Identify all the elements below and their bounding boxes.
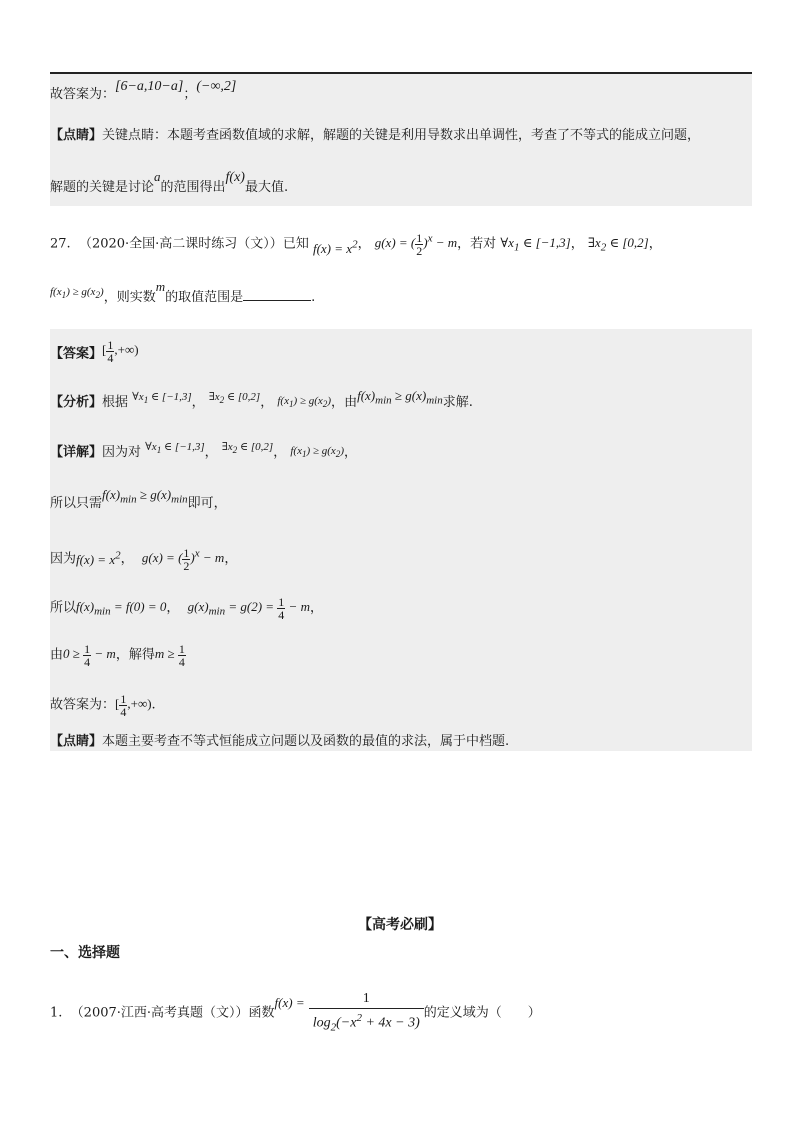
q27-line1: 27. （2020·全国·高二课时练习（文））已知 $f(x) = x^2$， g(x) = ( $\frac{1}{2}$ )$^x$ − m，若对 $\forall x_1$ ∈ [−1,3]， $\exists x_2$ ∈ [0,2]， — [50, 230, 662, 258]
prev-answer-line: 故答案为：[6−a,10−a]；(−∞,2] — [50, 79, 237, 102]
prev-answer-interval-2: (−∞,2] — [196, 79, 237, 94]
so-line: 所以$f(x)_{min} = f(0) = 0$， $g(x)_{min} = g(2)$ = $\frac{1}{4}$ − m， — [50, 595, 323, 622]
from-line: 由0 ≥ $\frac{1}{4}$ − m，解得m ≥ $\frac{1}{4}$ — [50, 642, 185, 669]
analysis-line: 【分析】根据 $^{\forall x_1 \in [-1,3]}$， $^{\exists x_2 \in [0,2]}$， $f(x_1) \ge g(x_2)$，由$f(x)_{min} \ge g(x)_{min}$求解. — [50, 388, 473, 410]
answer-blank — [243, 286, 311, 301]
prev-tip-line2: 解题的关键是讨论a的范围得出f(x)最大值. — [50, 169, 289, 195]
detail-line: 【详解】因为对 $^{\forall x_1 \in [-1,3]}$， $^{\exists x_2 \in [0,2]}$， $f(x_1) \ge g(x_2)$， — [50, 441, 358, 460]
q1-line: 1. （2007·江西·高考真题（文））函数f(x) = $\frac{1}{\log_2(-x^2 + 4x - 3)}$ 的定义域为（ ） — [50, 991, 541, 1034]
q27-line2: $^{f(x_1) \ge g(x_2)}$，则实数m的取值范围是 . — [50, 279, 316, 305]
prev-tip-line1: 【点睛】关键点睛：本题考查函数值域的求解，解题的关键是利用导数求出单调性，考查了不等式的能成立问题， — [50, 128, 701, 143]
final-answer-line: 故答案为：[ $\frac{1}{4}$ ,+∞). — [50, 692, 156, 719]
answer-line: 【答案】[ $\frac{1}{4}$ ,+∞) — [50, 338, 139, 365]
section-title: 【高考必刷】 — [358, 917, 442, 933]
tip-line: 【点睛】本题主要考查不等式恒能成立问题以及函数的最值的求法，属于中档题. — [50, 734, 510, 749]
because-line: 因为$f(x) = x^2$， g(x) = ( $\frac{1}{2}$ )$^x$ − m， — [50, 545, 238, 573]
section-subtitle: 一、选择题 — [50, 945, 120, 961]
prev-answer-interval-1: [6−a,10−a] — [115, 79, 184, 94]
need-line: 所以只需$f(x)_{min} \ge g(x)_{min}$即可， — [50, 487, 227, 511]
